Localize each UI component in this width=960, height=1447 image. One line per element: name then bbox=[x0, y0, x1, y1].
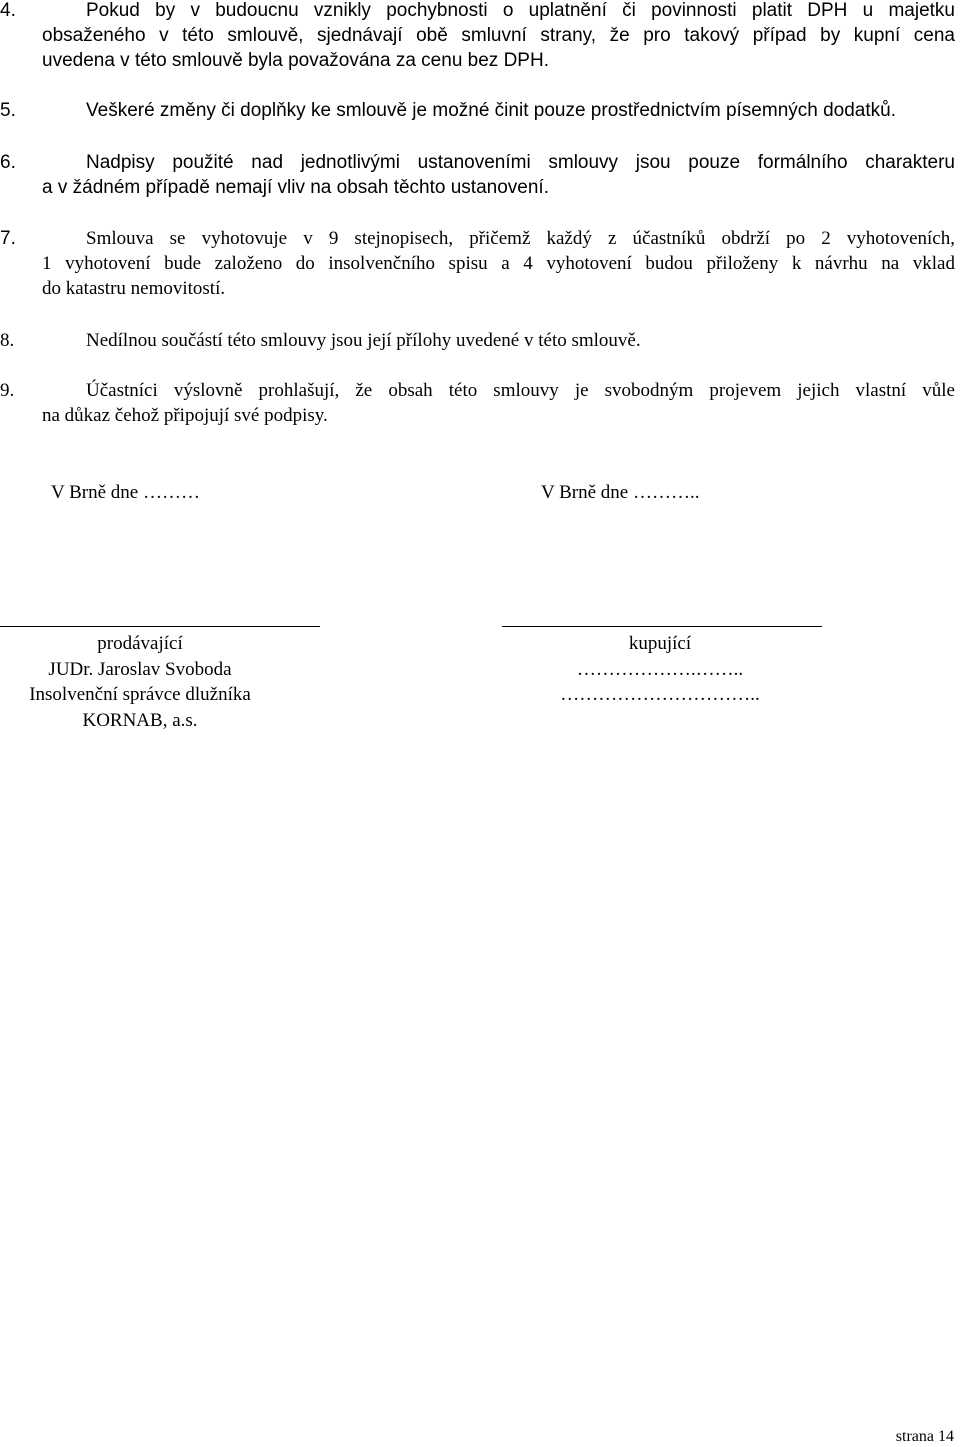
clause-5 bbox=[0, 98, 960, 123]
clause-7 bbox=[0, 226, 960, 301]
seller-signature-block bbox=[0, 631, 280, 733]
buyer-role: kupující bbox=[628, 633, 692, 654]
buyer-signature-block bbox=[502, 631, 818, 708]
clause-4 bbox=[0, 0, 960, 73]
clause-number: 6. bbox=[0, 152, 16, 173]
clause-line: Pokud by v budoucnu vznikly pochybnosti o uplatnění či povinnosti platit DPH u majetku bbox=[86, 0, 955, 21]
clause-line: Smlouva se vyhotovuje v 9 stejnopisech, přičemž každý z účastníků obdrží po 2 vyhotoveních, bbox=[86, 228, 955, 249]
buyer-line-1: ……………….…….. bbox=[576, 658, 744, 680]
clause-line: Nedílnou součástí této smlouvy jsou její přílohy uvedené v této smlouvě. bbox=[86, 330, 641, 351]
seller-company: KORNAB, a.s. bbox=[82, 709, 198, 731]
clause-line: 1 vyhotovení bude založeno do insolvenčního spisu a 4 vyhotovení budou přiloženy k návrhu na vklad bbox=[42, 253, 955, 274]
clause-number: 8. bbox=[0, 330, 15, 351]
buyer-line-2: ………………………….. bbox=[560, 684, 760, 705]
clause-line: obsaženého v této smlouvě, sjednávají obě smluvní strany, že pro takový případ by kupní cena bbox=[42, 25, 955, 46]
clause-6 bbox=[0, 150, 960, 200]
place-date-right: V Brně dne ……….. bbox=[541, 482, 700, 503]
seller-name: JUDr. Jaroslav Svoboda bbox=[48, 658, 232, 680]
seller-signature-line bbox=[0, 626, 320, 627]
clause-line: Účastníci výslovně prohlašují, že obsah této smlouvy je svobodným projevem jejich vlastní vůle bbox=[86, 380, 955, 401]
place-date-left: V Brně dne ……… bbox=[51, 482, 200, 503]
clause-line: uvedena v této smlouvě byla považována za cenu bez DPH. bbox=[42, 50, 549, 71]
clause-number: 5. bbox=[0, 100, 16, 121]
clause-line: na důkaz čehož připojují své podpisy. bbox=[42, 405, 328, 426]
clause-line: Nadpisy použité nad jednotlivými ustanoveními smlouvy jsou pouze formálního charakteru bbox=[86, 152, 955, 173]
page-number: strana 14 bbox=[895, 1428, 954, 1445]
clause-number: 7. bbox=[0, 228, 16, 249]
clause-line: Veškeré změny či doplňky ke smlouvě je možné činit pouze prostřednictvím písemných dodatků. bbox=[86, 100, 896, 121]
clause-line: a v žádném případě nemají vliv na obsah těchto ustanovení. bbox=[42, 177, 549, 198]
clause-8 bbox=[0, 328, 960, 353]
clause-number: 9. bbox=[0, 380, 15, 401]
clause-number: 4. bbox=[0, 0, 16, 21]
seller-title: Insolvenční správce dlužníka bbox=[29, 684, 251, 705]
clause-line: do katastru nemovitostí. bbox=[42, 278, 226, 299]
seller-role: prodávající bbox=[97, 633, 183, 654]
clause-9 bbox=[0, 378, 960, 428]
buyer-signature-line bbox=[502, 626, 822, 627]
